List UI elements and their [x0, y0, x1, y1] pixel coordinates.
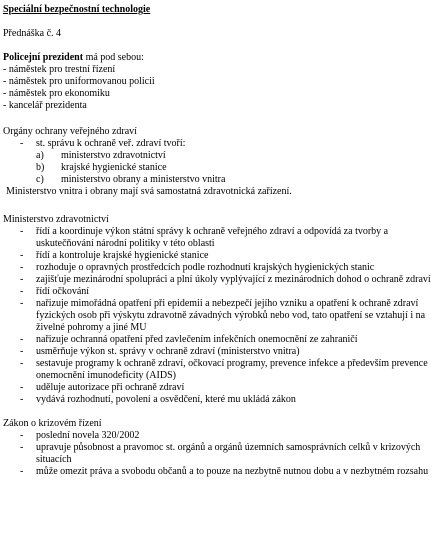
ministry-item — [3, 382, 436, 394]
subitem-mark: b) — [36, 162, 45, 173]
ministry-item-text: vydává rozhodnutí, povolení a osvědčení, které mu ukládá zákon — [36, 394, 296, 405]
ministry-item — [3, 274, 436, 286]
lecture-number: Přednáška č. 4 — [3, 28, 62, 39]
document-title: Speciální bezpečnostní technologie — [3, 4, 151, 15]
ministry-item — [3, 334, 436, 346]
spacer — [3, 198, 436, 214]
subitem-text: krajské hygienické stanice — [61, 162, 167, 173]
ministry-item-text: zajišťuje mezinárodní spolupráci a plní úkoly vyplývající z mezinárodních dohod o ochraně zdraví — [36, 274, 431, 285]
ministry-item — [3, 346, 436, 358]
ministry-item-text: řídí a koordinuje výkon státní správy k ochraně veřejného zdraví a odpovídá za tvorby a uskutečňování národní politiky v této oblasti — [36, 226, 389, 249]
ministry-item — [3, 298, 436, 334]
dash-bullet: - — [20, 138, 24, 149]
dash-bullet: - — [20, 298, 24, 309]
dash-bullet: - — [20, 250, 24, 261]
health-organs-item-text: st. správu k ochraně veř. zdraví tvoří: — [36, 138, 186, 149]
dash-bullet: - — [20, 442, 24, 453]
dash-bullet: - — [20, 466, 24, 477]
spacer — [3, 406, 436, 418]
spacer — [3, 16, 436, 28]
ministry-item-text: nařizuje mimořádná opatření při epidemii a nebezpečí jejího vzniku a opatření k ochraně zdraví fyzických osob při výskytu zdravotně závadných výrobků nebo vod, tato opatření se vztahují i na živelné pohromy a jiné MU — [36, 298, 426, 333]
dash-bullet: - — [20, 394, 24, 405]
crisis-law-item-text: poslední novela 320/2002 — [36, 430, 140, 441]
ministry-item — [3, 286, 436, 298]
police-item: - náměstek pro trestní řízení — [3, 64, 116, 75]
ministry-item-text: sestavuje programy k ochraně zdraví, očkovací programy, prevence infekce a především prevence onemocnění imunodeficity (AIDS) — [36, 358, 428, 381]
ministry-item-text: řídí očkování — [36, 286, 90, 297]
dash-bullet: - — [20, 358, 24, 369]
crisis-law-item — [3, 430, 436, 442]
health-organs-subitem — [3, 162, 436, 174]
dash-bullet: - — [20, 382, 24, 393]
ministry-item — [3, 358, 436, 382]
ministry-item-text: usměrňuje výkon st. správy v ochraně zdraví (ministerstvo vnitra) — [36, 346, 300, 357]
spacer — [3, 112, 436, 126]
health-organs-heading: Orgány ochrany veřejného zdraví — [3, 126, 137, 137]
crisis-law-item-text: upravuje působnost a pravomoc st. orgánů a orgánů územních samosprávních celků v krizových situacích — [36, 442, 421, 465]
ministry-heading: Ministerstvo zdravotnictví — [3, 214, 109, 225]
police-item: - náměstek pro ekonomiku — [3, 88, 110, 99]
ministry-item — [3, 394, 436, 406]
dash-bullet: - — [20, 274, 24, 285]
ministry-item — [3, 250, 436, 262]
subitem-mark: c) — [36, 174, 44, 185]
crisis-law-item-text: může omezit práva a svobodu občanů a to pouze na nezbytně nutnou dobu a v nezbytném rozsahu — [36, 466, 429, 477]
subitem-text: ministerstvo obrany a ministerstvo vnitra — [61, 174, 226, 185]
health-organs-subitem — [3, 174, 436, 186]
health-organs-subitem — [3, 150, 436, 162]
ministry-item-text: řídí a kontroluje krajské hygienické stanice — [36, 250, 209, 261]
crisis-law-item — [3, 466, 436, 478]
spacer — [3, 40, 436, 52]
ministry-item-text: rozhoduje o opravných prostředcích podle rozhodnutí krajských hygienických stanic — [36, 262, 375, 273]
ministry-item-text: nařizuje ochranná opatření před zavlečením infekčních onemocnění ze zahraničí — [36, 334, 358, 345]
dash-bullet: - — [20, 226, 24, 237]
dash-bullet: - — [20, 334, 24, 345]
subitem-mark: a) — [36, 150, 44, 161]
police-lead — [3, 52, 436, 64]
document-page — [3, 4, 436, 478]
crisis-law-heading: Zákon o krizovém řízení — [3, 418, 102, 429]
health-organs-note: Ministerstvo vnitra i obrany mají svá samostatná zdravotnická zařízení. — [6, 186, 292, 197]
ministry-item — [3, 262, 436, 274]
health-organs-item — [3, 138, 436, 150]
police-item: - kancelář prezidenta — [3, 100, 87, 111]
crisis-law-item — [3, 442, 436, 466]
dash-bullet: - — [20, 286, 24, 297]
dash-bullet: - — [20, 262, 24, 273]
ministry-item — [3, 226, 436, 250]
dash-bullet: - — [20, 430, 24, 441]
ministry-item-text: uděluje autorizace při ochraně zdraví — [36, 382, 185, 393]
police-lead-bold: Policejní prezident — [3, 52, 84, 63]
dash-bullet: - — [20, 346, 24, 357]
subitem-text: ministerstvo zdravotnictví — [61, 150, 166, 161]
police-lead-rest: má pod sebou: — [83, 52, 144, 63]
police-item: - náměstek pro uniformovanou policii — [3, 76, 155, 87]
